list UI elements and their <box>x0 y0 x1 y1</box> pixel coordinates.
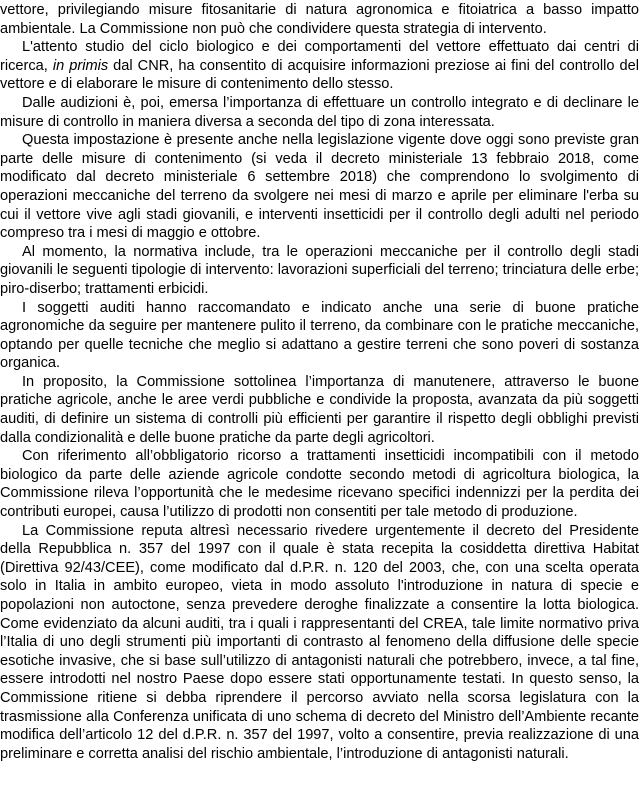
paragraph-continuation <box>0 1 639 38</box>
paragraph-normativa <box>0 243 639 299</box>
paragraph-aree-verdi <box>0 373 639 447</box>
paragraph-research-cnr <box>0 38 639 94</box>
paragraph-legislazione <box>0 131 639 243</box>
paragraph-direttiva-habitat <box>0 522 639 764</box>
paragraph-buone-pratiche <box>0 299 639 373</box>
paragraph-text: Questa impostazione è presente anche nella legislazione vigente dove oggi sono previste gran parte delle misure di contenimento (si veda il decreto ministeriale 13 febbraio 2018, come modificato dal decreto ministeriale 6 settembre 2018) che comprendono lo svolgimento di operazioni meccaniche del terreno da svolgere nei mesi di marzo e aprile per eliminare l'erba su cui il vettore vive agli stadi giovanili, e interventi insetticidi per il controllo degli adulti nel periodo compreso tra i mesi di maggio e ottobre. <box>0 132 639 242</box>
paragraph-text: Con riferimento all’obbligatorio ricorso a trattamenti insetticidi incompatibili con il metodo biologico da parte delle aziende agricole condotte secondo metodi di agricoltura biologica, la Commissione rileva l’opportunità che le medesime ricevano specifici indennizzi per la perdita dei contributi europei, causa l’utilizzo di prodotti non consentiti per tale metodo di produzione. <box>0 448 639 521</box>
paragraph-text: dal CNR, ha consentito di acquisire informazioni preziose ai fini del controllo del vettore e di elaborare le misure di contenimento dello stesso. <box>0 57 639 93</box>
paragraph-agricoltura-biologica <box>0 447 639 521</box>
italic-phrase: in primis <box>52 57 109 74</box>
paragraph-text: Al momento, la normativa include, tra le operazioni meccaniche per il controllo degli stadi giovanili le seguenti tipologie di intervento: lavorazioni superficiali del terreno; trinciatura delle erbe; piro-diserbo; trattamenti erbicidi. <box>0 243 639 297</box>
paragraph-text: vettore, privilegiando misure fitosanitarie di natura agronomica e fitoiatrica a basso impatto ambientale. La Commissione non può che condividere questa strategia di intervento. <box>0 2 639 37</box>
paragraph-text: Dalle audizioni è, poi, emersa l’importanza di effettuare un controllo integrato e di declinare le misure di controllo in maniera diversa a seconda del tipo di zona interessata. <box>0 94 639 130</box>
paragraph-text: In proposito, la Commissione sottolinea l’importanza di manutenere, attraverso le buone pratiche agricole, anche le aree verdi pubbliche e condivide la proposta, avanzata da più soggetti auditi, di definire un sistema di controlli più efficienti per garantire il rispetto degli obblighi previsti dalla condizionalità e delle buone pratiche da parte degli agricoltori. <box>0 373 639 446</box>
paragraph-text: I soggetti auditi hanno raccomandato e indicato anche una serie di buone pratiche agronomiche da seguire per mantenere pulito il terreno, da combinare con le pratiche meccaniche, optando per quelle tecniche che meglio si adattano a gestire terreni che sono poveri di sostanza organica. <box>0 299 639 372</box>
paragraph-audizioni <box>0 94 639 131</box>
paragraph-text: La Commissione reputa altresì necessario rivedere urgentemente il decreto del Presidente della Repubblica n. 357 del 1997 con il quale è stata recepita la cosiddetta direttiva Habitat (Direttiva 92/43/CEE), come modificato dal d.P.R. n. 120 del 2003, che, con una scelta operata solo in Italia in ambito europeo, vieta in modo assoluto l'introduzione in natura di specie e popolazioni non autoctone, senza prevedere deroghe finalizzate a consentire la lotta biologica. Come evidenziato da alcuni auditi, tra i quali i rappresentanti del CREA, tale limite normativo priva l’Italia di uno degli strumenti più importanti di contrasto al fenomeno della diffusione delle specie esotiche invasive, che si base sull’utilizzo di antagonisti naturali che potrebbero, invece, a tal fine, essere introdotti nel nostro Paese dopo essere stati opportunamente testati. In questo senso, la Commissione ritiene si debba riprendere il percorso avviato nella scorsa legislatura con la trasmissione alla Conferenza unificata di uno schema di decreto del Ministro dell’Ambiente recante modifica dell’articolo 12 del d.P.R. n. 357 del 1997, volto a consentire, previa realizzazione di una preliminare e corretta analisi del rischio ambientale, l’introduzione di antagonisti naturali. <box>0 522 639 762</box>
paragraph-text: L'attento studio del ciclo biologico e dei comportamenti del vettore effettuato dai centri di ricerca, <box>0 39 639 74</box>
